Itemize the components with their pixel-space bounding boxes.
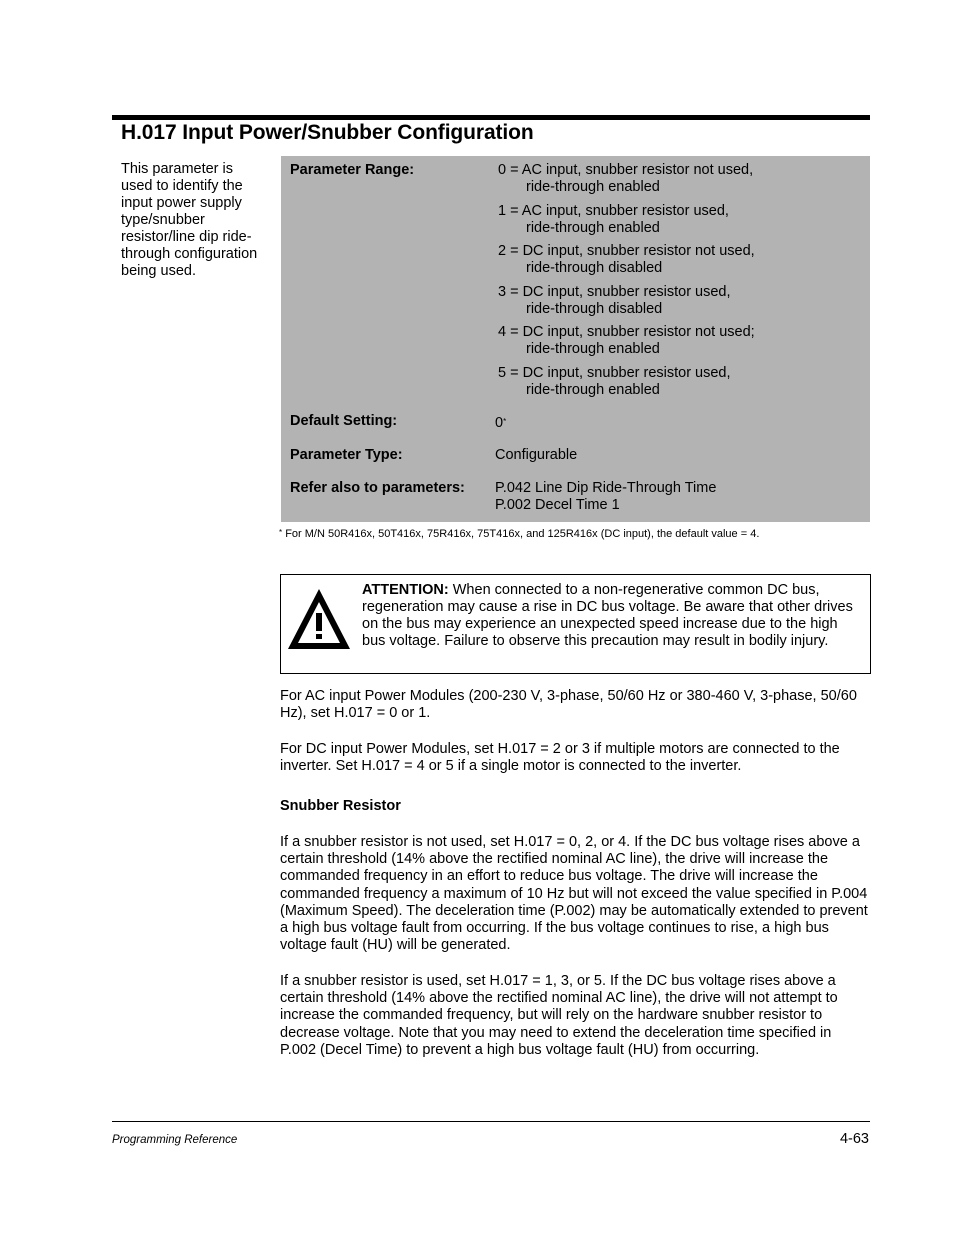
refer-label: Refer also to parameters: [290, 480, 465, 496]
snubber-used-paragraph: If a snubber resistor is used, set H.017 = 1, 3, or 5. If the DC bus voltage rises above a certain threshold (14% above the rectified nominal AC line), the drive will not attempt to increase the commanded frequency, but will rely on the hardware snubber resistor to decrease voltage. Note that you may need to extend the deceleration time specified in P.002 (Decel Time) to prevent a high bus voltage fault (HU) from occurring. [280, 973, 838, 1058]
range-label: Parameter Range: [290, 162, 415, 178]
refer-values [495, 480, 716, 514]
footnote-text: For M/N 50R416x, 50T416x, 75R416x, 75T416x, and 125R416x (DC input), the default value = 4. [285, 528, 760, 540]
range-option-4: 4 = DC input, snubber resistor not used; ride-through enabled [498, 324, 755, 357]
refer-value-0: P.042 Line Dip Ride-Through Time [495, 480, 717, 496]
default-label: Default Setting: [290, 413, 398, 429]
dc-input-paragraph: For DC input Power Modules, set H.017 = 2 or 3 if multiple motors are connected to the inverter. Set H.017 = 4 or 5 if a single motor is connected to the inverter. [280, 741, 840, 775]
default-footnote-mark: * [503, 417, 507, 426]
snubber-resistor-heading: Snubber Resistor [280, 798, 401, 814]
footer-title: Programming Reference [112, 1134, 238, 1146]
range-option-0: 0 = AC input, snubber resistor not used, ride-through enabled [498, 162, 754, 195]
range-option-3: 3 = DC input, snubber resistor used, ride-through disabled [498, 284, 731, 317]
page-number: 4-63 [839, 1131, 869, 1147]
attention-body: When connected to a non-regenerative common DC bus, regeneration may cause a rise in DC bus voltage. Be aware that other drives on the bus may experience an unexpected speed increase due to the high bus voltage. Failure to observe this precaution may result in bodily injury. [362, 582, 853, 649]
range-option-1: 1 = AC input, snubber resistor used, ride-through enabled [498, 203, 729, 236]
top-rule [112, 115, 870, 120]
attention-label: ATTENTION: [362, 582, 449, 598]
snubber-not-used-paragraph: If a snubber resistor is not used, set H.017 = 0, 2, or 4. If the DC bus voltage rises above a certain threshold (14% above the rectified nominal AC line), the drive will increase the commanded frequency in an effort to reduce bus voltage. The drive will increase the commanded frequency a maximum of 10 Hz but will not exceed the value specified in P.004 (Maximum Speed). The deceleration time (P.002) may be automatically extended to prevent a high bus voltage fault from occurring. If the bus voltage continues to rise, a high bus voltage fault (HU) will be generated. [280, 834, 868, 954]
attention-box [280, 574, 871, 674]
ac-input-paragraph: For AC input Power Modules (200-230 V, 3-phase, 50/60 Hz or 380-460 V, 3-phase, 50/60 Hz), set H.017 = 0 or 1. [280, 688, 857, 722]
bottom-rule [112, 1121, 870, 1122]
range-option-5: 5 = DC input, snubber resistor used, ride-through enabled [498, 365, 731, 398]
default-value: 0* [495, 415, 507, 431]
section-title: H.017 Input Power/Snubber Configuration [121, 121, 534, 144]
type-value: Configurable [495, 447, 578, 463]
footnote [279, 528, 759, 540]
attention-text [362, 582, 862, 650]
parameter-table [281, 156, 870, 522]
warning-triangle-icon [285, 585, 353, 653]
parameter-description: This parameter is used to identify the input power supply type/snubber resistor/line dip ride-through configuration being used. [121, 161, 258, 279]
range-option-2: 2 = DC input, snubber resistor not used, ride-through disabled [498, 243, 755, 276]
type-label: Parameter Type: [290, 447, 403, 463]
footnote-mark: * [279, 528, 283, 537]
refer-value-1: P.002 Decel Time 1 [495, 497, 620, 513]
